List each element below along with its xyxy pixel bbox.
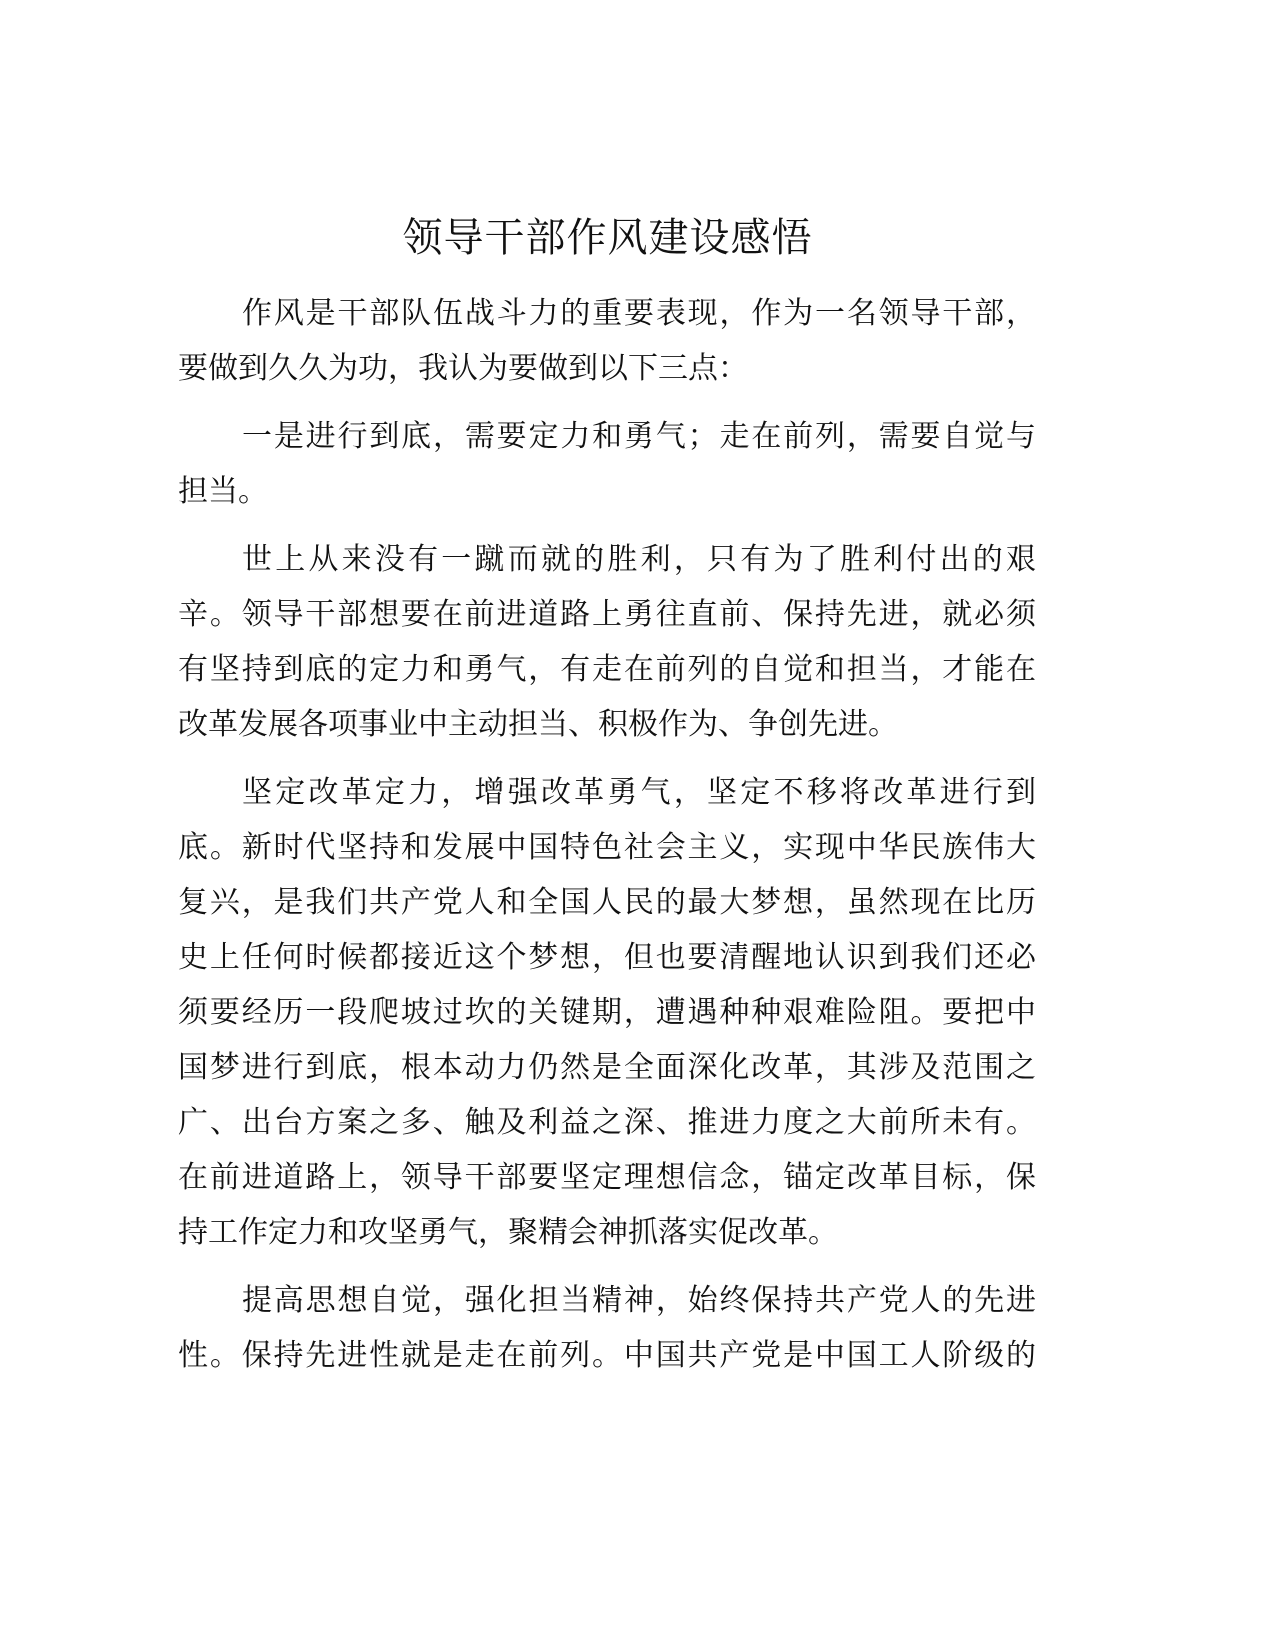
document-title: 领导干部作风建设感悟 <box>402 216 813 260</box>
text-line: 底。新时代坚持和发展中国特色社会主义，实现中华民族伟大 <box>178 831 1036 864</box>
text-line: 坚定改革定力，增强改革勇气，坚定不移将改革进行到 <box>242 776 1036 809</box>
paragraph <box>178 765 1036 1260</box>
text-line: 改革发展各项事业中主动担当、积极作为、争创先进。 <box>178 708 898 741</box>
text-line: 世上从来没有一蹴而就的胜利，只有为了胜利付出的艰 <box>242 543 1036 576</box>
paragraph <box>178 1273 1036 1383</box>
text-line: 史上任何时候都接近这个梦想，但也要清醒地认识到我们还必 <box>178 941 1036 974</box>
text-line: 在前进道路上，领导干部要坚定理想信念，锚定改革目标，保 <box>178 1161 1036 1194</box>
paragraph <box>178 286 1036 396</box>
text-line: 复兴，是我们共产党人和全国人民的最大梦想，虽然现在比历 <box>178 886 1036 919</box>
text-line: 持工作定力和攻坚勇气，聚精会神抓落实促改革。 <box>178 1216 838 1249</box>
text-line: 国梦进行到底，根本动力仍然是全面深化改革，其涉及范围之 <box>178 1051 1036 1084</box>
text-line: 有坚持到底的定力和勇气，有走在前列的自觉和担当，才能在 <box>178 653 1036 686</box>
text-line: 担当。 <box>178 475 268 508</box>
text-line: 提高思想自觉，强化担当精神，始终保持共产党人的先进 <box>242 1284 1036 1317</box>
paragraph <box>178 409 1036 519</box>
paragraph <box>178 532 1036 752</box>
text-line: 性。保持先进性就是走在前列。中国共产党是中国工人阶级的 <box>178 1339 1036 1372</box>
text-line: 辛。领导干部想要在前进道路上勇往直前、保持先进，就必须 <box>178 598 1036 631</box>
text-line: 广、出台方案之多、触及利益之深、推进力度之大前所未有。 <box>178 1106 1036 1139</box>
text-line: 要做到久久为功，我认为要做到以下三点： <box>178 352 748 385</box>
text-line: 一是进行到底，需要定力和勇气；走在前列，需要自觉与 <box>242 420 1036 453</box>
text-line: 作风是干部队伍战斗力的重要表现，作为一名领导干部， <box>242 297 1036 330</box>
document-body <box>178 286 1036 1396</box>
text-line: 须要经历一段爬坡过坎的关键期，遭遇种种艰难险阻。要把中 <box>178 996 1036 1029</box>
